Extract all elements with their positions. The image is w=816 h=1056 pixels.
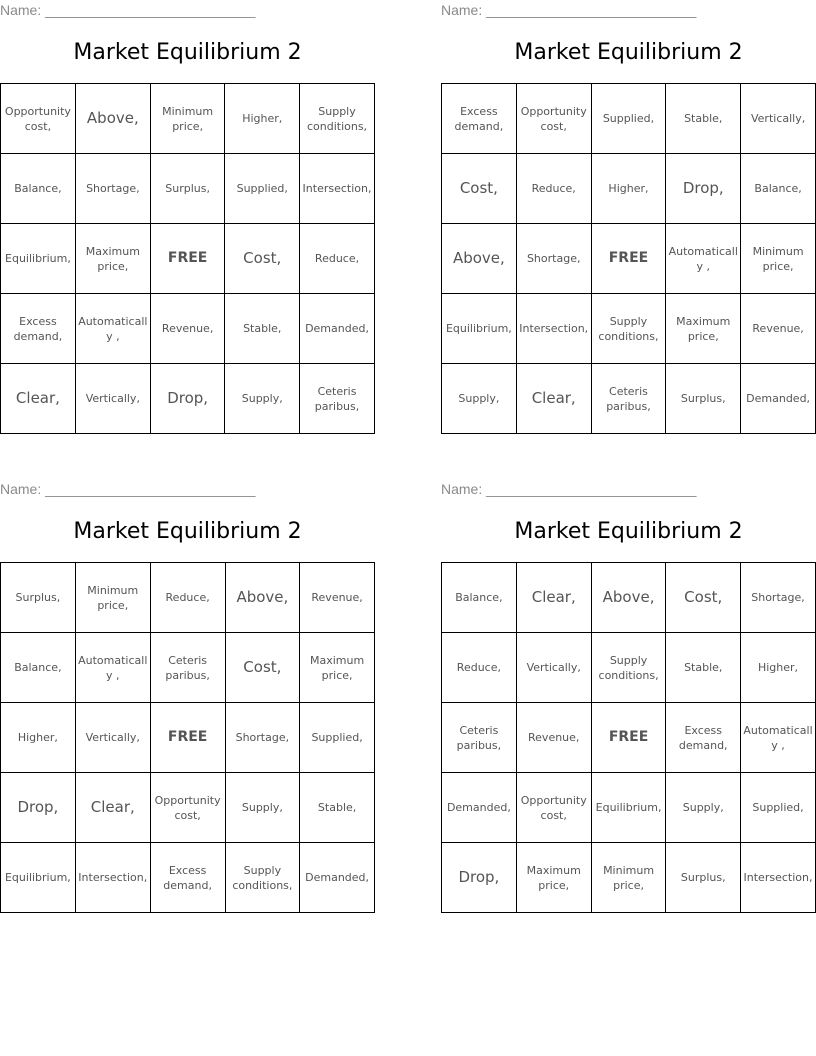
cell-text: Reduce, (314, 252, 360, 265)
grid-row (1, 224, 375, 294)
bingo-cell[interactable] (300, 703, 375, 773)
cell-text: Automatically , (78, 653, 148, 682)
cell-text: Equilibrium, (4, 871, 71, 884)
cell-text: Ceteris paribus, (165, 653, 210, 682)
cell-text: Cost, (684, 588, 723, 606)
cell-text: Demanded, (746, 392, 811, 405)
bingo-cell[interactable] (741, 294, 816, 364)
bingo-grid (441, 562, 816, 913)
cell-text: Stable, (684, 661, 723, 674)
cell-text: Balance, (14, 182, 62, 195)
cell-text: Surplus, (680, 871, 726, 884)
bingo-cell[interactable] (591, 563, 666, 633)
grid-row (442, 364, 816, 434)
bingo-cell[interactable] (225, 154, 300, 224)
bingo-cell[interactable] (1, 773, 76, 843)
cell-text: Higher, (242, 112, 283, 125)
bingo-grid (0, 562, 375, 913)
grid-row (442, 703, 816, 773)
bingo-cell[interactable] (1, 843, 76, 913)
cell-text: Intersection, (78, 871, 148, 884)
bingo-cell[interactable] (442, 84, 517, 154)
cell-text: Revenue, (311, 591, 363, 604)
grid-row (1, 84, 375, 154)
bingo-cell[interactable] (516, 563, 591, 633)
cell-text: Above, (602, 588, 655, 606)
cell-text: Intersection, (519, 322, 589, 335)
bingo-cell[interactable] (516, 773, 591, 843)
bingo-cell[interactable] (666, 773, 741, 843)
cell-text: Excess demand, (13, 314, 63, 343)
bingo-cell[interactable] (225, 843, 300, 913)
bingo-cell[interactable] (442, 154, 517, 224)
cell-text: Automatically , (743, 723, 813, 752)
cell-text: Automatically , (78, 314, 148, 343)
cell-text: Maximum price, (676, 314, 731, 343)
cell-text: Drop, (17, 798, 59, 816)
cell-text: Supply conditions, (598, 653, 659, 682)
card-title: Market Equilibrium 2 (73, 519, 302, 544)
bingo-cell[interactable] (666, 224, 741, 294)
cell-text: Opportunity cost, (520, 104, 587, 133)
bingo-cell[interactable] (741, 154, 816, 224)
grid-row (1, 843, 375, 913)
bingo-cell[interactable] (741, 364, 816, 434)
cell-text: Ceteris paribus, (606, 384, 651, 413)
bingo-cell[interactable] (442, 294, 517, 364)
bingo-cell[interactable] (75, 364, 150, 434)
bingo-cell[interactable] (150, 294, 225, 364)
cell-text: Demanded, (305, 871, 370, 884)
bingo-cell[interactable] (741, 563, 816, 633)
cell-text: Minimum price, (87, 583, 139, 612)
cell-text: Clear, (531, 389, 576, 407)
bingo-cell[interactable] (75, 563, 150, 633)
cell-text: Vertically, (526, 661, 581, 674)
grid-row (442, 563, 816, 633)
cell-text: Ceteris paribus, (456, 723, 502, 752)
grid-row (1, 364, 375, 434)
bingo-cell[interactable] (225, 224, 300, 294)
bingo-cell[interactable] (1, 633, 76, 703)
free-space-cell[interactable] (150, 703, 225, 773)
bingo-cell[interactable] (591, 294, 666, 364)
bingo-cell[interactable] (1, 154, 76, 224)
bingo-cell[interactable] (300, 364, 375, 434)
bingo-cell[interactable] (75, 703, 150, 773)
bingo-grid (441, 83, 816, 434)
bingo-cell[interactable] (75, 294, 150, 364)
bingo-cell[interactable] (516, 364, 591, 434)
bingo-cell[interactable] (225, 773, 300, 843)
bingo-cell[interactable] (591, 843, 666, 913)
bingo-cell[interactable] (516, 633, 591, 703)
cell-text: Minimum price, (162, 104, 214, 133)
cell-text: Minimum price, (752, 244, 804, 273)
cell-text: Supply, (682, 801, 724, 814)
bingo-cell[interactable] (225, 84, 300, 154)
cell-text: Revenue, (528, 731, 580, 744)
bingo-cell[interactable] (1, 563, 76, 633)
cell-text: Clear, (15, 389, 60, 407)
bingo-cell[interactable] (75, 773, 150, 843)
cell-text: Supply conditions, (598, 314, 659, 343)
cell-text: Intersection, (743, 871, 813, 884)
bingo-cell[interactable] (225, 563, 300, 633)
card-title: Market Equilibrium 2 (514, 519, 743, 544)
bingo-cell[interactable] (75, 154, 150, 224)
cell-text: Demanded, (305, 322, 369, 335)
cell-text: Ceteris paribus, (314, 384, 360, 413)
bingo-grid (0, 83, 375, 434)
cell-text: Supplied, (311, 731, 363, 744)
name-field: Name: ___________________________ (0, 481, 256, 497)
cell-text: Stable, (317, 801, 357, 814)
name-field: Name: ___________________________ (441, 481, 697, 497)
bingo-cell[interactable] (1, 703, 76, 773)
cell-text: Above, (236, 588, 289, 606)
cell-text: FREE (608, 250, 649, 266)
cell-text: Supplied, (602, 112, 655, 125)
bingo-cell[interactable] (225, 294, 300, 364)
cell-text: Cost, (459, 179, 498, 197)
cell-text: Supply, (241, 801, 283, 814)
cell-text: Supply conditions, (306, 104, 368, 133)
bingo-cell[interactable] (591, 154, 666, 224)
cell-text: Excess demand, (454, 104, 504, 133)
cell-text: Surplus, (15, 591, 61, 604)
bingo-cell[interactable] (225, 703, 300, 773)
bingo-cell[interactable] (225, 633, 300, 703)
cell-text: Stable, (684, 112, 723, 125)
cell-text: Clear, (531, 588, 576, 606)
bingo-cell[interactable] (150, 364, 225, 434)
bingo-cell[interactable] (516, 224, 591, 294)
bingo-cell[interactable] (300, 84, 375, 154)
cell-text: Cost, (243, 249, 282, 267)
bingo-cell[interactable] (666, 364, 741, 434)
bingo-cell[interactable] (442, 224, 517, 294)
grid-row (1, 703, 375, 773)
bingo-cell[interactable] (442, 843, 517, 913)
bingo-cell[interactable] (591, 633, 666, 703)
bingo-cell[interactable] (741, 703, 816, 773)
bingo-cell[interactable] (741, 633, 816, 703)
cell-text: Minimum price, (603, 863, 655, 892)
name-field: Name: ___________________________ (0, 2, 256, 18)
bingo-cell[interactable] (666, 154, 741, 224)
bingo-cell[interactable] (516, 294, 591, 364)
cell-text: Balance, (754, 182, 802, 195)
bingo-cell[interactable] (516, 703, 591, 773)
cell-text: Higher, (17, 731, 58, 744)
cell-text: Cost, (243, 658, 282, 676)
bingo-cell[interactable] (666, 843, 741, 913)
cell-text: Revenue, (161, 322, 214, 335)
cell-text: Vertically, (750, 112, 806, 125)
cell-text: Equilibrium, (595, 801, 662, 814)
bingo-cell[interactable] (442, 563, 517, 633)
bingo-cell[interactable] (741, 84, 816, 154)
cell-text: Shortage, (751, 591, 805, 604)
bingo-cell[interactable] (442, 633, 517, 703)
grid-row (1, 633, 375, 703)
bingo-cell[interactable] (225, 364, 300, 434)
name-field: Name: ___________________________ (441, 2, 697, 18)
cell-text: Above, (86, 109, 139, 127)
bingo-cell[interactable] (741, 224, 816, 294)
bingo-cell[interactable] (150, 563, 225, 633)
cell-text: Above, (452, 249, 505, 267)
bingo-cell[interactable] (300, 224, 375, 294)
bingo-cell[interactable] (150, 773, 225, 843)
bingo-cell[interactable] (150, 633, 225, 703)
cell-text: Equilibrium, (445, 322, 512, 335)
bingo-cell[interactable] (666, 294, 741, 364)
cell-text: Stable, (243, 322, 282, 335)
bingo-cell[interactable] (591, 84, 666, 154)
bingo-cell[interactable] (300, 633, 375, 703)
bingo-cell[interactable] (300, 294, 375, 364)
card-title: Market Equilibrium 2 (514, 40, 743, 65)
cell-text: Reduce, (531, 182, 576, 195)
bingo-cell[interactable] (666, 84, 741, 154)
bingo-cell[interactable] (150, 154, 225, 224)
cell-text: Balance, (14, 661, 62, 674)
cell-text: Drop, (458, 868, 500, 886)
cell-text: Reduce, (456, 661, 501, 674)
bingo-cell[interactable] (591, 364, 666, 434)
bingo-cell[interactable] (150, 84, 225, 154)
cell-text: Higher, (757, 661, 799, 674)
cell-text: Maximum price, (85, 244, 140, 273)
grid-row (1, 294, 375, 364)
bingo-cell[interactable] (516, 843, 591, 913)
cell-text: Surplus, (680, 392, 726, 405)
bingo-cell[interactable] (442, 364, 517, 434)
free-space-cell[interactable] (591, 703, 666, 773)
cell-text: Surplus, (165, 182, 210, 195)
cell-text: Revenue, (752, 322, 804, 335)
cell-text: Supplied, (236, 182, 288, 195)
cell-text: Maximum price, (309, 653, 365, 682)
card-title: Market Equilibrium 2 (73, 40, 302, 65)
cell-text: Equilibrium, (5, 252, 71, 265)
cell-text: Opportunity cost, (4, 104, 71, 133)
cell-text: Supply, (458, 392, 500, 405)
cell-text: Maximum price, (526, 863, 581, 892)
cell-text: Opportunity cost, (154, 793, 221, 822)
cell-text: Supply, (241, 392, 283, 405)
free-space-cell[interactable] (591, 224, 666, 294)
bingo-cell[interactable] (591, 773, 666, 843)
cell-text: Drop, (682, 179, 724, 197)
bingo-cell[interactable] (300, 843, 375, 913)
bingo-cell[interactable] (666, 563, 741, 633)
bingo-cell[interactable] (516, 154, 591, 224)
cell-text: Drop, (167, 389, 209, 407)
cell-text: Automatically , (668, 244, 738, 273)
grid-row (442, 294, 816, 364)
grid-row (442, 633, 816, 703)
bingo-cell[interactable] (1, 294, 76, 364)
cell-text: Reduce, (165, 591, 210, 604)
bingo-cell[interactable] (300, 154, 375, 224)
grid-row (442, 773, 816, 843)
bingo-cell[interactable] (666, 703, 741, 773)
cell-text: Higher, (608, 182, 649, 195)
bingo-cell[interactable] (300, 773, 375, 843)
cell-text: Balance, (455, 591, 503, 604)
free-space-cell[interactable] (150, 224, 225, 294)
cell-text: Excess demand, (163, 863, 212, 892)
bingo-cell[interactable] (1, 364, 76, 434)
cell-text: FREE (167, 250, 208, 266)
cell-text: Shortage, (526, 252, 581, 265)
bingo-cell[interactable] (300, 563, 375, 633)
bingo-cell[interactable] (1, 84, 76, 154)
cell-text: Supply conditions, (232, 863, 293, 892)
bingo-cell[interactable] (1, 224, 76, 294)
bingo-cell[interactable] (741, 843, 816, 913)
cell-text: Excess demand, (678, 723, 728, 752)
cell-text: Vertically, (85, 392, 140, 405)
bingo-cell[interactable] (75, 843, 150, 913)
grid-row (442, 84, 816, 154)
bingo-cell[interactable] (150, 843, 225, 913)
grid-row (1, 563, 375, 633)
bingo-cell[interactable] (442, 703, 517, 773)
cell-text: Shortage, (235, 731, 290, 744)
bingo-cell[interactable] (75, 633, 150, 703)
cell-text: Shortage, (86, 182, 140, 195)
grid-row (1, 154, 375, 224)
bingo-cell[interactable] (75, 224, 150, 294)
bingo-cell[interactable] (741, 773, 816, 843)
cell-text: Opportunity cost, (520, 793, 587, 822)
bingo-cell[interactable] (666, 633, 741, 703)
cell-text: FREE (167, 729, 208, 745)
cell-text: Intersection, (302, 182, 372, 195)
grid-row (442, 224, 816, 294)
grid-row (1, 773, 375, 843)
grid-row (442, 843, 816, 913)
grid-row (442, 154, 816, 224)
cell-text: Vertically, (85, 731, 140, 744)
cell-text: Clear, (90, 798, 135, 816)
bingo-cell[interactable] (75, 84, 150, 154)
cell-text: FREE (608, 729, 649, 745)
cell-text: Supplied, (752, 801, 804, 814)
cell-text: Demanded, (446, 801, 511, 814)
bingo-cell[interactable] (516, 84, 591, 154)
bingo-cell[interactable] (442, 773, 517, 843)
